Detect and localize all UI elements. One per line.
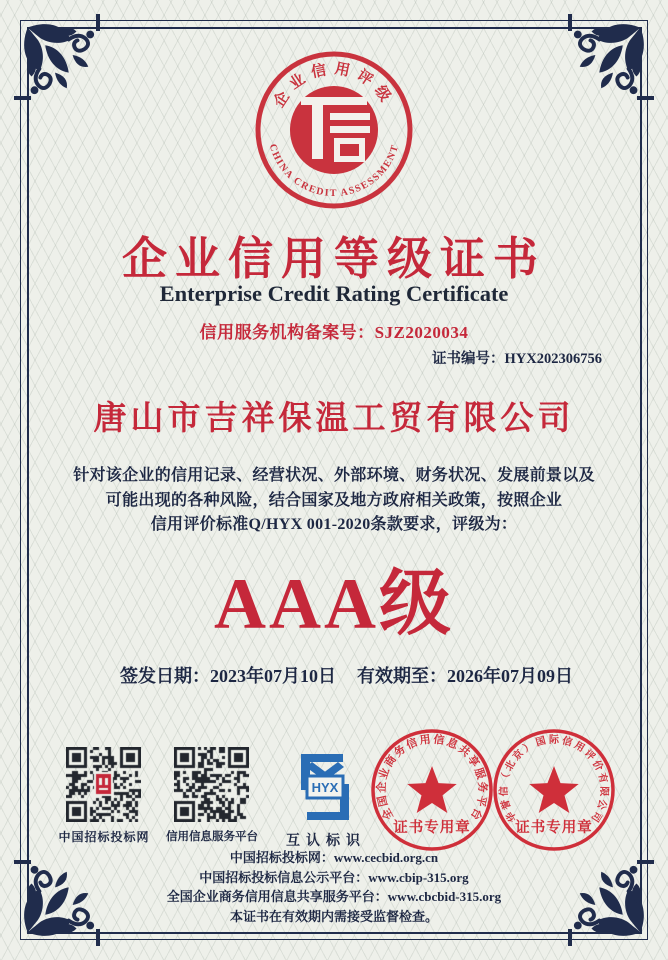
footer-line-4: 本证书在有效期内需接受监督检查。	[229, 908, 438, 924]
qr-code-cecbid	[66, 747, 141, 822]
corner-ornament-top-left	[12, 12, 100, 100]
footer-line-2: 中国招标投标信息公示平台：www.cbip-315.org	[199, 869, 469, 885]
corner-ornament-top-right	[568, 12, 656, 100]
hyx-mutual-recognition-logo	[287, 751, 363, 823]
seal-arc-text-cn: 企业信用评级	[271, 61, 397, 111]
credit-rating-value: AAA级	[214, 564, 454, 644]
stamp-left-bottom-text: 证书专用章	[393, 820, 471, 836]
issue-date-label: 签发日期：	[120, 666, 210, 686]
certificate-title-en: Enterprise Credit Rating Certificate	[159, 281, 509, 306]
paragraph-line-1: 针对该企业的信用记录、经营状况、外部环境、财务状况、发展前景以及	[73, 467, 595, 484]
stamp-star	[529, 766, 578, 813]
certificate-title-cn: 企业信用等级证书	[121, 234, 546, 284]
footer-line-1: 中国招标投标网：www.cecbid.org.cn	[229, 850, 439, 865]
certificate-number: 证书编号：HYX202306756	[432, 351, 602, 367]
agency-record-number: 信用服务机构备案号：SJZ2020034	[199, 323, 469, 342]
frame-cap	[14, 96, 31, 100]
company-name: 唐山市吉祥保温工贸有限公司	[93, 401, 575, 437]
frame-cap	[568, 929, 572, 946]
valid-until-date	[357, 662, 573, 688]
credit-assessment-seal	[252, 48, 416, 212]
stamp-sharing-platform	[370, 728, 494, 852]
paragraph-line-2: 可能出现的各种风险，结合国家及地方政府相关政策，按照企业	[105, 491, 563, 509]
frame-cap	[637, 96, 654, 100]
assessment-paragraph	[0, 464, 668, 538]
issue-date-value: 2023年07月10日	[210, 666, 336, 686]
seal-arc-text-en: CHINA CREDIT ASSESSMENT	[266, 142, 402, 200]
frame-cap	[568, 14, 572, 31]
hyx-label: 互认标识	[286, 834, 366, 849]
stamp-rating-company	[492, 728, 616, 852]
qr1-label: 中国招标投标网	[58, 830, 150, 844]
valid-until-label: 有效期至：	[357, 666, 447, 686]
valid-until-value: 2026年07月09日	[447, 666, 573, 686]
hyx-logo-text: HYX	[311, 780, 339, 795]
stamp-star	[407, 766, 456, 813]
frame-cap	[96, 14, 100, 31]
footer-links	[0, 848, 668, 926]
qr2-label: 信用信息服务平台	[166, 831, 258, 843]
paragraph-line-3: 信用评价标准Q/HYX 001-2020条款要求，评级为：	[150, 516, 518, 533]
stamp-right-arc-text: 华誉信（北京）国际信用评价有限公司	[498, 734, 610, 824]
stamp-left-arc-text: 全国企业商务信用信息共享服务平台	[375, 733, 489, 822]
qr-code-credit-info	[174, 747, 249, 822]
frame-cap	[96, 929, 100, 946]
footer-line-3: 全国企业商务信用信息共享服务平台：www.cbcbid-315.org	[166, 889, 502, 904]
stamp-right-bottom-text: 证书专用章	[515, 820, 593, 836]
issue-date	[120, 662, 336, 688]
